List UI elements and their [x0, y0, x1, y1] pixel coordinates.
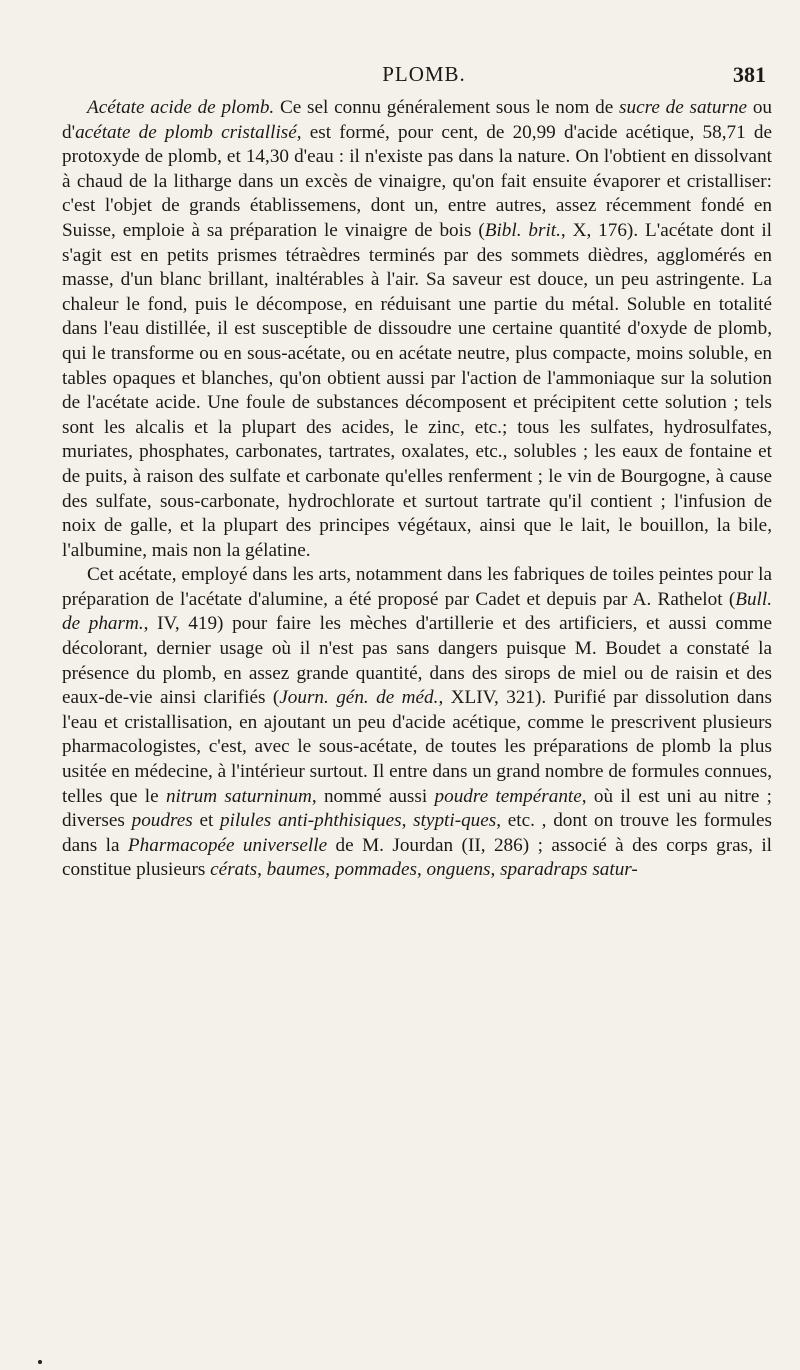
text-run: , — [490, 859, 501, 881]
paragraph-2 — [62, 563, 772, 883]
text-run: , — [416, 859, 427, 881]
text-run: , — [257, 859, 267, 881]
italic-run: stypti-ques — [413, 810, 497, 832]
text-run: , nommé aussi — [311, 785, 435, 807]
italic-run: Bull. de pharm. — [62, 588, 772, 635]
italic-run: sucre de saturne — [619, 97, 748, 118]
italic-run: Acétate acide de plomb. — [87, 97, 275, 118]
page-number: 381 — [733, 62, 766, 87]
italic-run: onguens — [426, 859, 491, 881]
text-run: , est formé, pour cent, de 20,99 d'acide acétique, 58,71 de protoxyde de plomb, et 14,30 d'eau : il n'existe pas dans la nature. On l'obtient en dissolvant à chaud de la litharge dans un excès de vinaigre, qu'on fait ensuite évaporer et cristalliser: c'est l'objet de grands établissemens, dont un, entre autres, assez récemment fondé en Suisse, emploie à sa préparation le vinaigre de bois ( — [62, 121, 772, 241]
text-run: , etc. , dont on trouve les formules dans la — [62, 810, 772, 856]
ink-speck — [38, 1360, 42, 1364]
italic-run: pommades — [334, 859, 417, 881]
body-text — [62, 96, 772, 883]
text-run: , — [401, 810, 414, 832]
italic-run: Pharmacopée universelle — [127, 834, 328, 856]
italic-run: Bibl. brit. — [484, 219, 561, 241]
text-run: , IV, 419) pour faire les mèches d'artillerie et des artificiers, et aussi comme décolorant, dernier usage où il n'est pas sans dangers puisque M. Boudet a constaté la présence du plomb, en assez grande quantité, dans des sirops de miel ou de raisin et des eaux-de-vie ainsi clarifiés ( — [62, 613, 772, 709]
text-run: , — [325, 859, 335, 881]
italic-run: cérats — [210, 859, 258, 881]
running-head: PLOMB. — [382, 62, 466, 86]
text-run: , X, 176). L'acétate dont il s'agit est en petits prismes tétraèdres terminés par des sommets dièdres, agglomérés en masse, d'un blanc brillant, inaltérables à l'air. Sa saveur est douce, un peu astringente. La chaleur le fond, puis le décompose, en réduisant une partie du métal. Soluble en totalité dans l'eau distillée, il est susceptible de dissoudre une certaine quantité d'oxyde de plomb, qui le transforme ou en sous-acétate, ou en acétate neutre, plus compacte, moins soluble, en tables opaques et blanches, qu'on obtient aussi par l'action de l'ammoniaque sur la solution de l'acétate acide. Une foule de substances décomposent et précipitent cette solution ; tels sont les alcalis et la plupart des acides, le zinc, etc.; tous les sulfates, hydrosulfates, muriates, phosphates, carbonates, tartrates, oxalates, etc., solubles ; les eaux de fontaine et de puits, à raison des sulfate et carbonate qu'elles renferment ; le vin de Bourgogne, à cause des sulfate, sous-carbonate, hydrochlorate et surtout tartrate qu'il contient ; l'infusion de noix de galle, et la plupart des principes végétaux, ainsi que le lait, le bouillon, la bile, l'albumine, mais non la gélatine. — [62, 219, 772, 561]
italic-run: nitrum saturninum — [165, 785, 312, 807]
text-run: Cet acétate, employé dans les arts, notamment dans les fabriques de toiles peintes pour la préparation de l'acétate d'alumine, a été proposé par Cadet et depuis par A. Rathelot ( — [62, 564, 772, 610]
italic-run: Journ. gén. de méd. — [279, 687, 439, 709]
italic-run: poudre tempérante — [434, 785, 582, 807]
italic-run: poudres — [131, 810, 193, 832]
italic-run: baumes — [266, 859, 326, 881]
text-run: Ce sel connu généralement sous le nom de — [274, 97, 620, 118]
text-run: de M. Jourdan (II, 286) ; associé à des corps gras, il constitue plusieurs — [62, 834, 773, 881]
text-run: , où il est uni au nitre ; diverses — [62, 785, 772, 832]
text-run: , XLIV, 321). Purifié par dissolution dans l'eau et cristallisation, en ajoutant un peu d'acide acétique, comme le prescrivent plusieurs pharmacologistes, c'est, avec le sous-acétate, de toutes les préparations de plomb la plus usitée en médecine, à l'intérieur surtout. Il entre dans un grand nombre de formules connues, telles que le — [62, 687, 772, 807]
italic-run: sparadraps satur- — [500, 859, 638, 881]
text-run: ou d' — [62, 97, 773, 143]
paragraph-1 — [62, 96, 772, 563]
text-run: et — [192, 810, 221, 832]
page-header — [82, 62, 766, 96]
italic-run: pilules anti-phthisiques — [220, 810, 402, 832]
italic-run: acétate de plomb cristallisé — [75, 121, 297, 143]
